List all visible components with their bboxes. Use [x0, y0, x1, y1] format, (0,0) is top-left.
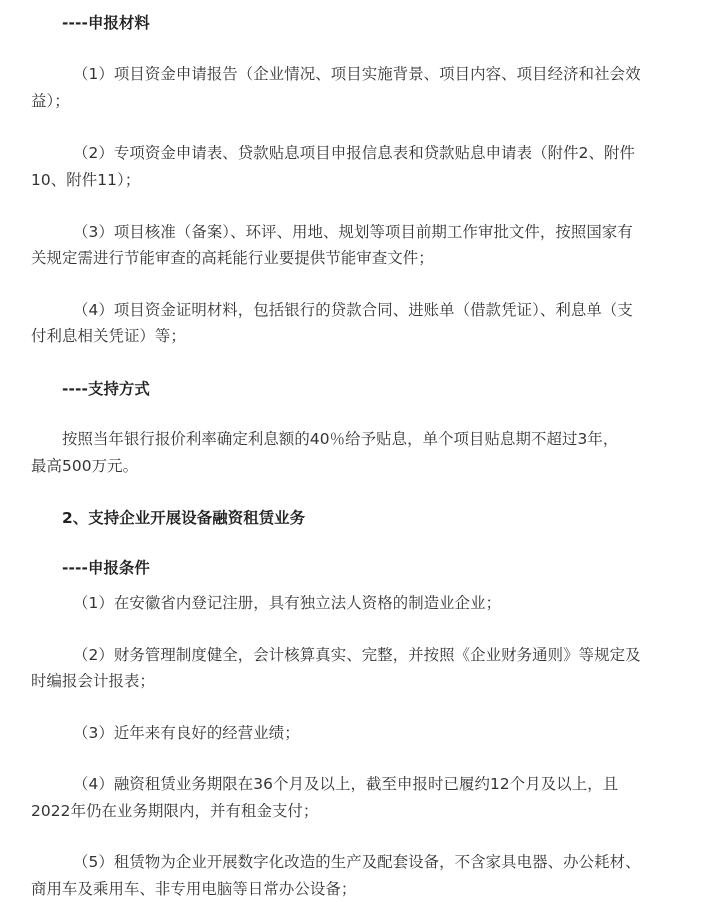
paragraph-line: （2）专项资金申请表、贷款贴息项目申报信息表和贷款贴息申请表（附件2、附件 [73, 144, 635, 162]
paragraph-line: （4）项目资金证明材料，包括银行的贷款合同、进账单（借款凭证）、利息单（支 [73, 301, 633, 319]
paragraph-line: 关规定需进行节能审查的高耗能行业要提供节能审查文件； [31, 249, 434, 267]
paragraph-line: 付利息相关凭证）等； [31, 327, 186, 345]
paragraph-line: （3）项目核准（备案）、环评、用地、规划等项目前期工作审批文件，按照国家有 [73, 223, 633, 241]
paragraph-line: （1）在安徽省内登记注册，具有独立法人资格的制造业企业； [73, 594, 502, 612]
heading-application-conditions: ----申报条件 [62, 559, 150, 577]
paragraph-line: （3）近年来有良好的经营业绩； [73, 724, 300, 742]
paragraph-line: 益）； [31, 92, 70, 110]
paragraph-line: （5）租赁物为企业开展数字化改造的生产及配套设备，不含家具电器、办公耗材、 [73, 853, 641, 871]
heading-equipment-leasing: 2、支持企业开展设备融资租赁业务 [62, 509, 306, 527]
paragraph-line: （2）财务管理制度健全，会计核算真实、完整，并按照《企业财务通则》等规定及 [73, 646, 641, 664]
paragraph-line: （1）项目资金申请报告（企业情况、项目实施背景、项目内容、项目经济和社会效 [73, 65, 641, 83]
heading-application-materials: ----申报材料 [62, 14, 150, 32]
paragraph-line: 10、附件11）； [31, 171, 141, 189]
paragraph-line: 2022年仍在业务期限内，并有租金支付； [31, 802, 319, 820]
paragraph-line: 时编报会计报表； [31, 672, 155, 690]
paragraph-line: （4）融资租赁业务期限在36个月及以上，截至申报时已履约12个月及以上，且 [73, 775, 619, 793]
paragraph-line: 按照当年银行报价利率确定利息额的40％给予贴息，单个项目贴息期不超过3年， [62, 430, 619, 448]
paragraph-line: 商用车及乘用车、非专用电脑等日常办公设备； [31, 880, 357, 898]
heading-support-method: ----支持方式 [62, 380, 150, 398]
paragraph-line: 最高500万元。 [31, 457, 139, 475]
